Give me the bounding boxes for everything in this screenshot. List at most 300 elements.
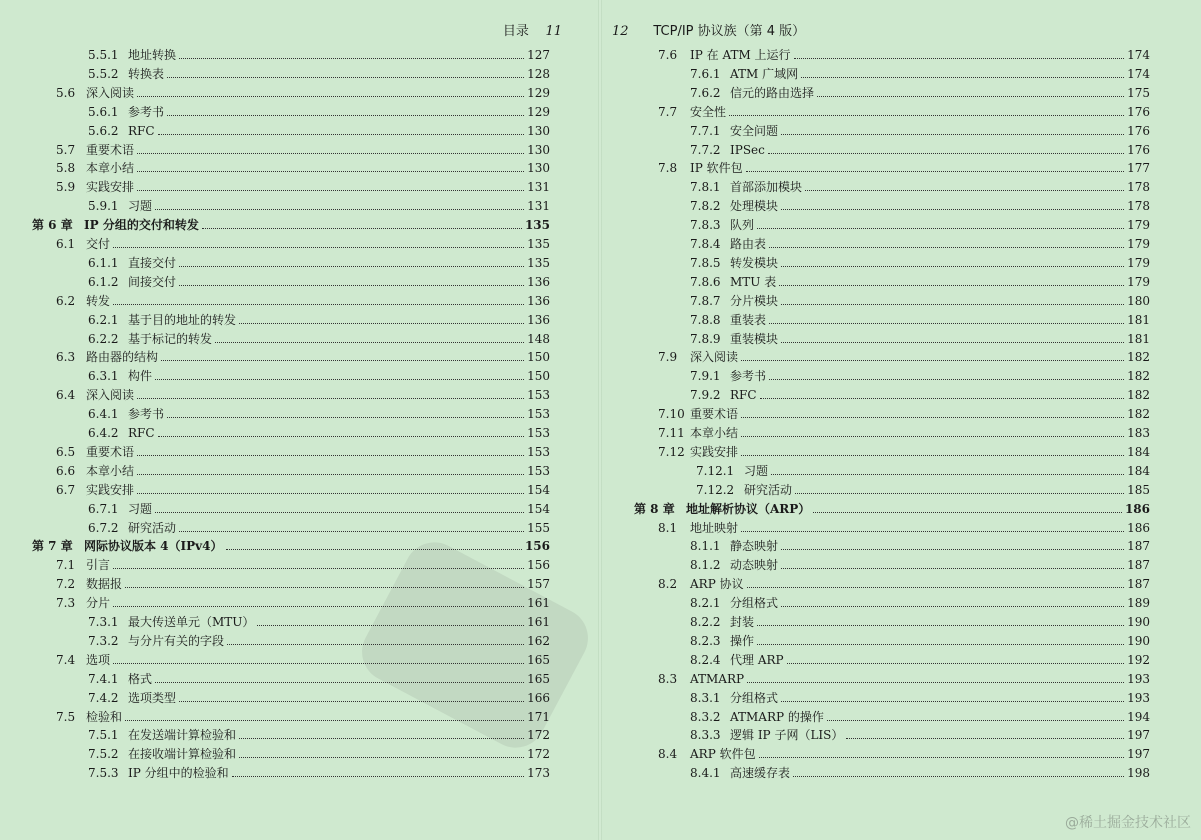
toc-entry-number: 6.2 (56, 293, 76, 308)
toc-entry-number: 5.5.1 (88, 48, 119, 62)
site-watermark: @稀土掘金技术社区 (1065, 815, 1191, 831)
toc-chapter-entry (634, 498, 1150, 516)
toc-entry-number: 7.1 (56, 558, 76, 573)
toc-entry-title: IP 在 ATM 上运行 (690, 48, 791, 62)
header-page-number: 12 (612, 24, 629, 39)
toc-entry-number: 7.8.3 (690, 218, 721, 233)
toc-entry-number: 7.7.2 (690, 142, 721, 157)
toc-entry (88, 724, 550, 742)
toc-entry-number: 7.5 (56, 709, 76, 724)
toc-entry-title: 最大传送单元（MTU） (128, 615, 255, 629)
toc-entry-number: 6.3 (56, 350, 76, 365)
toc-entry-title: 分组格式 (730, 690, 779, 705)
toc-entry-page: 153 (527, 407, 550, 422)
dot-leader (167, 77, 524, 78)
toc-entry-page: 161 (527, 596, 550, 611)
toc-entry-title: 操作 (730, 633, 755, 648)
toc-entry-title: 路由表 (730, 237, 767, 251)
toc-entry (56, 82, 550, 100)
toc-entry-title: 交付 (86, 237, 111, 251)
toc-entry-number: 6.1.2 (88, 274, 119, 289)
toc-entry-number: 6.4 (56, 388, 76, 403)
toc-entry-number: 7.8.4 (690, 237, 721, 251)
toc-entry-title: IPSec (730, 142, 765, 157)
toc-entry-page: 186 (1124, 501, 1150, 516)
toc-entry-title: ARP 协议 (690, 577, 744, 592)
toc-entry-title: 在发送端计算检验和 (128, 728, 237, 743)
header-title: TCP/IP 协议族（第 4 版） (653, 24, 806, 39)
toc-entry-title: 选项 (86, 652, 111, 667)
toc-entry-number: 6.2.1 (88, 312, 119, 327)
dot-leader (137, 153, 524, 154)
toc-entry-title: 与分片有关的字段 (128, 633, 225, 648)
toc-entry-title: 基于目的地址的转发 (128, 312, 237, 327)
dot-leader (227, 644, 524, 645)
toc-entry-page: 156 (524, 539, 550, 554)
toc-entry-page: 176 (1127, 142, 1150, 157)
toc-entry (690, 592, 1150, 610)
toc-entry-page: 190 (1127, 615, 1150, 629)
toc-entry-number: 7.4.1 (88, 671, 119, 686)
toc-entry-title: 地址转换 (128, 48, 177, 62)
toc-entry-title: 重要术语 (690, 407, 739, 422)
toc-entry-page: 182 (1127, 350, 1150, 365)
toc-entry-page: 127 (527, 48, 550, 62)
toc-entry-page: 148 (527, 331, 550, 346)
dot-leader (769, 379, 1124, 380)
toc-entry-page: 176 (1127, 123, 1150, 138)
dot-leader (781, 342, 1124, 343)
dot-leader (757, 228, 1124, 229)
toc-entry (690, 554, 1150, 572)
toc-entry (690, 195, 1150, 213)
toc-entry-page: 173 (527, 766, 550, 781)
toc-entry-title: 转发模块 (730, 255, 779, 270)
toc-entry (56, 573, 550, 591)
toc-entry-page: 192 (1127, 652, 1150, 667)
toc-entry-number: 7.8 (658, 161, 678, 176)
toc-entry-page: 190 (1127, 633, 1150, 648)
toc-entry-page: 184 (1127, 444, 1150, 459)
toc-entry (690, 120, 1150, 138)
toc-entry-title: 地址解析协议（ARP） (686, 501, 811, 516)
toc-entry (658, 668, 1150, 686)
toc-entry-number: 6.4.1 (88, 407, 119, 422)
dot-leader (137, 171, 524, 172)
dot-leader (801, 77, 1124, 78)
toc-entry-page: 179 (1127, 218, 1150, 233)
toc-entry (658, 422, 1150, 440)
dot-leader (155, 512, 524, 513)
toc-entry-number: 7.10 (658, 407, 685, 422)
toc-entry-title: 本章小结 (86, 161, 135, 176)
dot-leader (226, 549, 522, 550)
toc-entry (690, 328, 1150, 346)
toc-entry (88, 328, 550, 346)
dot-leader (781, 606, 1124, 607)
toc-entry (88, 762, 550, 780)
toc-entry (690, 309, 1150, 327)
toc-entry-page: 162 (527, 633, 550, 648)
toc-entry-number: 7.3 (56, 596, 76, 611)
toc-entry-number: 7.5.1 (88, 728, 119, 743)
dot-leader (125, 720, 524, 721)
toc-entry-page: 150 (527, 350, 550, 365)
toc-entry-title: 重装表 (730, 312, 767, 327)
toc-entry-number: 7.9.1 (690, 369, 721, 384)
toc-entry-number: 8.1.1 (690, 539, 721, 554)
toc-entry (690, 233, 1150, 251)
dot-leader (794, 58, 1125, 59)
dot-leader (137, 493, 524, 494)
dot-leader (813, 512, 1122, 513)
toc-entry-page: 165 (527, 671, 550, 686)
toc-entry (690, 611, 1150, 629)
toc-entry (658, 441, 1150, 459)
toc-entry-page: 181 (1127, 312, 1150, 327)
toc-entry-page: 153 (527, 388, 550, 403)
toc-entry-number: 5.5.2 (88, 66, 119, 81)
toc-entry-number: 7.5.3 (88, 766, 119, 781)
dot-leader (137, 96, 524, 97)
toc-entry (88, 195, 550, 213)
dot-leader (179, 58, 524, 59)
toc-entry (690, 706, 1150, 724)
toc-entry-page: 130 (527, 123, 550, 138)
dot-leader (741, 360, 1124, 361)
toc-entry-page: 136 (527, 274, 550, 289)
dot-leader (232, 776, 524, 777)
toc-entry-title: 习题 (128, 501, 153, 516)
dot-leader (781, 568, 1124, 569)
dot-leader (155, 379, 524, 380)
dot-leader (137, 474, 524, 475)
toc-entry-title: 本章小结 (86, 463, 135, 478)
toc-entry-page: 156 (527, 558, 550, 573)
dot-leader (779, 285, 1124, 286)
toc-entry (88, 365, 550, 383)
toc-entry-page: 129 (527, 85, 550, 100)
toc-entry-title: 信元的路由选择 (730, 85, 815, 100)
toc-entry (88, 630, 550, 648)
dot-leader (137, 190, 524, 191)
toc-entry-number: 7.8.9 (690, 331, 721, 346)
toc-entry-title: 间接交付 (128, 274, 177, 289)
toc-entry-number: 6.4.2 (88, 426, 119, 440)
toc-entry-title: 参考书 (128, 104, 165, 119)
toc-entry-number: 第 7 章 (32, 539, 73, 554)
toc-entry (690, 762, 1150, 780)
dot-leader (158, 436, 525, 437)
toc-entry (88, 44, 550, 62)
toc-entry-page: 197 (1127, 747, 1150, 762)
toc-entry-page: 136 (527, 293, 550, 308)
toc-entry (690, 139, 1150, 157)
toc-entry-title: 高速缓存表 (730, 766, 791, 781)
toc-entry-number: 7.3.2 (88, 633, 119, 648)
toc-entry-number: 7.8.5 (690, 255, 721, 270)
header-title: 目录 (502, 24, 529, 39)
toc-entry-page: 153 (527, 426, 550, 440)
toc-entry-number: 5.9 (56, 180, 76, 195)
toc-entry-title: RFC (730, 388, 757, 403)
toc-entry-page: 182 (1127, 388, 1150, 403)
toc-entry-number: 6.5 (56, 444, 76, 459)
toc-entry-number: 7.3.1 (88, 615, 119, 629)
dot-leader (179, 531, 524, 532)
right-page (600, 0, 1201, 840)
toc-entry-number: 7.8.6 (690, 274, 721, 289)
toc-entry-number: 8.2.2 (690, 615, 721, 629)
toc-entry-page: 131 (527, 180, 550, 195)
toc-entry-page: 130 (527, 161, 550, 176)
toc-entry (56, 384, 550, 402)
page-header (503, 20, 562, 39)
toc-entry-number: 8.1.2 (690, 558, 721, 573)
toc-entry-number: 7.8.7 (690, 293, 721, 308)
toc-entry-number: 5.6.1 (88, 104, 119, 119)
toc-entry (56, 346, 550, 364)
toc-entry-page: 130 (527, 142, 550, 157)
dot-leader (769, 323, 1124, 324)
dot-leader (113, 304, 524, 305)
dot-leader (781, 266, 1124, 267)
toc-entry (690, 724, 1150, 742)
toc-entry-title: 数据报 (86, 577, 123, 592)
toc-entry-title: 格式 (128, 671, 153, 686)
toc-entry-page: 183 (1127, 426, 1150, 440)
toc-entry (658, 573, 1150, 591)
toc-entry-title: 安全问题 (730, 123, 779, 138)
toc-entry-title: 重要术语 (86, 142, 135, 157)
toc-entry-page: 198 (1127, 766, 1150, 781)
dot-leader (747, 587, 1125, 588)
toc-entry (658, 157, 1150, 175)
toc-entry (690, 535, 1150, 553)
toc-entry (696, 479, 1150, 497)
toc-entry-number: 6.1 (56, 237, 76, 251)
toc-entry-title: 安全性 (690, 104, 727, 119)
toc-entry-number: 7.12 (658, 444, 685, 459)
left-page (0, 0, 600, 840)
dot-leader (741, 455, 1124, 456)
toc-entry (658, 346, 1150, 364)
toc-entry-title: 首部添加模块 (730, 180, 803, 195)
dot-leader (179, 701, 524, 702)
toc-entry-page: 178 (1127, 180, 1150, 195)
toc-entry (690, 384, 1150, 402)
toc-entry-page: 193 (1127, 690, 1150, 705)
toc-entry-number: 6.7.1 (88, 501, 119, 516)
toc-entry-number: 8.4 (658, 747, 678, 762)
toc-entry (88, 687, 550, 705)
dot-leader (817, 96, 1124, 97)
dot-leader (137, 398, 524, 399)
toc-entry-number: 6.7 (56, 482, 76, 497)
toc-entry (56, 157, 550, 175)
toc-entry-number: 7.12.2 (696, 482, 735, 497)
toc-entry (88, 611, 550, 629)
toc-entry (88, 517, 550, 535)
toc-entry-page: 179 (1127, 237, 1150, 251)
dot-leader (239, 738, 524, 739)
toc-entry-page: 153 (527, 444, 550, 459)
toc-entry-title: 深入阅读 (690, 350, 739, 365)
toc-entry-number: 8.3.3 (690, 728, 721, 743)
dot-leader (125, 587, 524, 588)
toc-entry (88, 271, 550, 289)
toc-entry (88, 101, 550, 119)
toc-entry-title: IP 分组中的检验和 (128, 766, 229, 781)
toc-entry-number: 7.9.2 (690, 388, 721, 403)
toc-entry-page: 161 (527, 615, 550, 629)
toc-entry-number: 8.2 (658, 577, 678, 592)
toc-entry-title: 分片模块 (730, 293, 779, 308)
dot-leader (741, 531, 1124, 532)
toc-entry (56, 460, 550, 478)
toc-entry-page: 186 (1127, 520, 1150, 535)
dot-leader (846, 738, 1124, 739)
toc-entry (658, 101, 1150, 119)
dot-leader (155, 209, 524, 210)
toc-entry (690, 290, 1150, 308)
toc-entry-title: 引言 (86, 558, 111, 573)
dot-leader (113, 568, 524, 569)
toc-entry (88, 252, 550, 270)
toc-entry-page: 135 (524, 218, 550, 233)
toc-entry-page: 182 (1127, 407, 1150, 422)
toc-entry-number: 8.2.4 (690, 652, 721, 667)
page-header (612, 20, 805, 39)
toc-entry-title: IP 软件包 (690, 161, 743, 176)
toc-entry-title: RFC (128, 123, 155, 138)
toc-entry (88, 120, 550, 138)
toc-entry-page: 179 (1127, 274, 1150, 289)
toc-entry (690, 176, 1150, 194)
toc-entry-title: 代理 ARP (730, 652, 784, 667)
toc-entry-title: 实践安排 (86, 180, 135, 195)
toc-entry-number: 7.7 (658, 104, 678, 119)
toc-entry-number: 6.3.1 (88, 369, 119, 384)
toc-entry-number: 5.9.1 (88, 199, 119, 214)
toc-entry-title: 网际协议版本 4（IPv4） (84, 539, 223, 554)
dot-leader (179, 285, 524, 286)
dot-leader (827, 720, 1124, 721)
toc-entry-title: 动态映射 (730, 558, 779, 573)
toc-entry (88, 498, 550, 516)
dot-leader (741, 436, 1124, 437)
toc-entry (658, 403, 1150, 421)
toc-entry-title: 检验和 (86, 709, 123, 724)
toc-entry-title: 本章小结 (690, 426, 739, 440)
dot-leader (155, 682, 524, 683)
toc-entry-page: 157 (527, 577, 550, 592)
toc-entry-number: 7.6 (658, 48, 678, 62)
toc-entry-page: 174 (1127, 48, 1150, 62)
toc-entry-page: 193 (1127, 671, 1150, 686)
dot-leader (137, 455, 524, 456)
toc-chapter-entry (32, 214, 550, 232)
toc-entry (658, 517, 1150, 535)
toc-entry-title: 封装 (730, 615, 755, 629)
toc-entry (88, 422, 550, 440)
toc-entry (690, 630, 1150, 648)
toc-entry-page: 171 (527, 709, 550, 724)
dot-leader (741, 417, 1124, 418)
dot-leader (113, 663, 524, 664)
toc-entry-page: 155 (527, 520, 550, 535)
dot-leader (746, 171, 1124, 172)
toc-entry-title: IP 分组的交付和转发 (84, 218, 199, 233)
toc-entry-page: 154 (527, 482, 550, 497)
toc-entry-number: 8.3.2 (690, 709, 721, 724)
toc-entry-title: 参考书 (128, 407, 165, 422)
toc-entry-number: 8.1 (658, 520, 678, 535)
toc-entry-page: 136 (527, 312, 550, 327)
toc-entry (56, 479, 550, 497)
dot-leader (202, 228, 522, 229)
toc-entry (56, 554, 550, 572)
toc-entry-page: 150 (527, 369, 550, 384)
dot-leader (757, 644, 1124, 645)
toc-entry-number: 5.6.2 (88, 123, 119, 138)
dot-leader (167, 115, 524, 116)
toc-entry-page: 135 (527, 255, 550, 270)
toc-entry (56, 592, 550, 610)
toc-entry-number: 7.6.2 (690, 85, 721, 100)
toc-entry-title: 构件 (128, 369, 153, 384)
toc-entry-title: 研究活动 (128, 520, 177, 535)
toc-entry (56, 290, 550, 308)
dot-leader (729, 115, 1124, 116)
toc-entry-number: 7.8.8 (690, 312, 721, 327)
toc-entry-number: 8.2.3 (690, 633, 721, 648)
toc-entry-page: 172 (527, 728, 550, 743)
toc-entry (88, 668, 550, 686)
dot-leader (167, 417, 524, 418)
toc-entry-title: RFC (128, 426, 155, 440)
toc-entry (690, 82, 1150, 100)
dot-leader (787, 663, 1125, 664)
toc-entry-number: 7.9 (658, 350, 678, 365)
dot-leader (215, 342, 524, 343)
toc-entry (658, 44, 1150, 62)
toc-entry-page: 189 (1127, 596, 1150, 611)
toc-entry-number: 8.3.1 (690, 690, 721, 705)
toc-entry-page: 187 (1127, 539, 1150, 554)
toc-entry-page: 181 (1127, 331, 1150, 346)
toc-entry-title: 参考书 (730, 369, 767, 384)
toc-entry (56, 706, 550, 724)
toc-entry-title: 习题 (128, 199, 153, 214)
toc-entry-title: 实践安排 (86, 482, 135, 497)
toc-entry-page: 176 (1127, 104, 1150, 119)
toc-entry-number: 第 6 章 (32, 218, 73, 233)
header-page-number: 11 (545, 24, 562, 39)
toc-entry-page: 129 (527, 104, 550, 119)
toc-entry-page: 128 (527, 66, 550, 81)
toc-entry (88, 403, 550, 421)
toc-entry-title: 研究活动 (744, 482, 793, 497)
dot-leader (768, 153, 1124, 154)
toc-entry-title: 选项类型 (128, 690, 177, 705)
toc-chapter-entry (32, 535, 550, 553)
toc-entry (56, 233, 550, 251)
dot-leader (239, 757, 524, 758)
toc-entry-page: 187 (1127, 577, 1150, 592)
dot-leader (158, 134, 525, 135)
toc-entry-number: 8.3 (658, 671, 678, 686)
